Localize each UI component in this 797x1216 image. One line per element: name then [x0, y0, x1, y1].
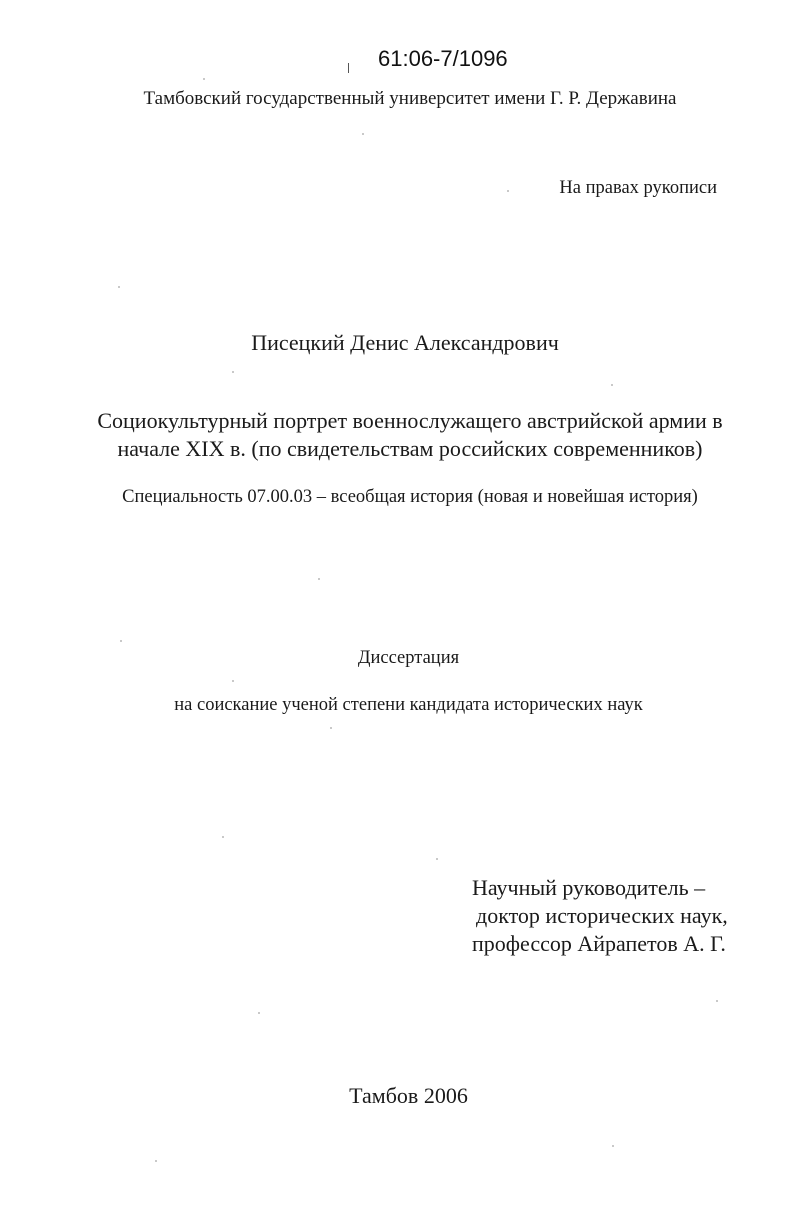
- supervisor-label: Научный руководитель –: [472, 875, 706, 900]
- scan-speck: [330, 727, 332, 729]
- scan-speck: [232, 680, 234, 682]
- degree-line: на соискание ученой степени кандидата исторических наук: [174, 695, 643, 715]
- scan-speck: [203, 78, 205, 80]
- scan-speck: [612, 1145, 614, 1147]
- scan-speck: [611, 384, 613, 386]
- scan-speck: [436, 858, 438, 860]
- scan-mark: [348, 63, 349, 73]
- manuscript-rights-note: На правах рукописи: [559, 178, 717, 198]
- scan-speck: [120, 640, 122, 642]
- university-name: Тамбовский государственный университет имени Г. Р. Державина: [143, 88, 677, 109]
- supervisor-degree: доктор исторических наук,: [476, 903, 728, 928]
- scan-speck: [362, 133, 364, 135]
- scan-speck: [318, 578, 320, 580]
- scan-speck: [222, 836, 224, 838]
- scan-speck: [118, 286, 120, 288]
- dissertation-title-line-1: Социокультурный портрет военнослужащего австрийской армии в: [97, 408, 723, 433]
- scan-speck: [232, 371, 234, 373]
- specialty-line: Специальность 07.00.03 – всеобщая история (новая и новейшая история): [122, 487, 698, 507]
- scan-speck: [258, 1012, 260, 1014]
- dissertation-title-line-2: начале XIX в. (по свидетельствам российских современников): [117, 436, 703, 461]
- supervisor-name: профессор Айрапетов А. Г.: [472, 931, 726, 956]
- scan-speck: [155, 1160, 157, 1162]
- scan-speck: [716, 1000, 718, 1002]
- document-type: Диссертация: [357, 648, 460, 668]
- author-name: Писецкий Денис Александрович: [251, 330, 559, 355]
- scan-speck: [507, 190, 509, 192]
- city-year: Тамбов 2006: [349, 1083, 468, 1108]
- archive-code-stamp: 61:06-7/1096: [378, 46, 508, 71]
